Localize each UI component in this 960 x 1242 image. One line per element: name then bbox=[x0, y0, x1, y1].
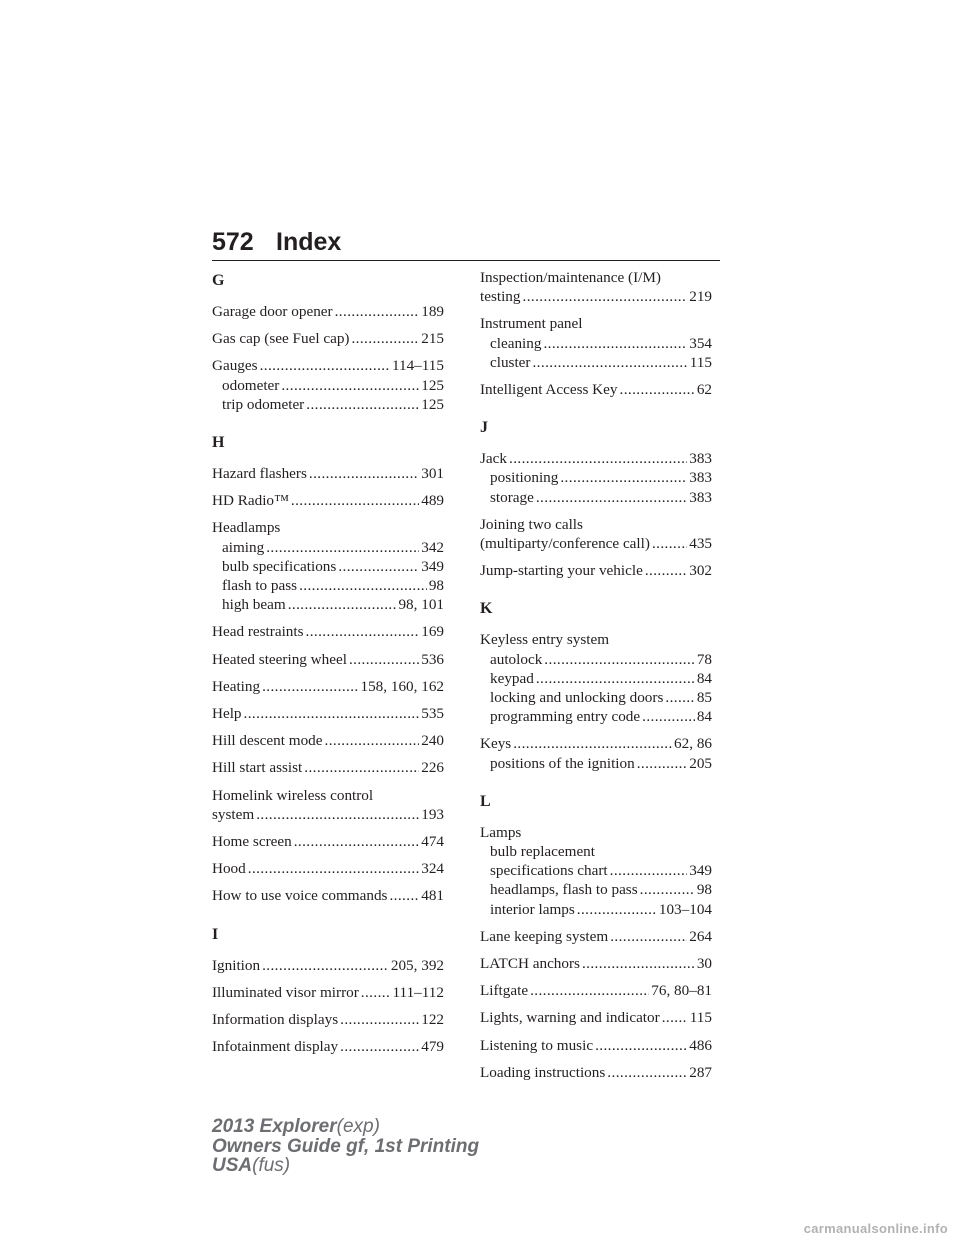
dot-leader bbox=[607, 1063, 687, 1082]
entry-text: Liftgate bbox=[480, 982, 529, 1000]
index-section bbox=[480, 789, 712, 1082]
index-term-line bbox=[212, 758, 444, 777]
dot-leader bbox=[620, 380, 695, 399]
index-entry bbox=[480, 823, 712, 919]
entry-text: Keyless entry system bbox=[480, 631, 610, 649]
page-reference: 349 bbox=[689, 862, 712, 880]
page-reference: 215 bbox=[421, 330, 444, 348]
page-reference: 435 bbox=[689, 535, 712, 553]
index-term-line bbox=[480, 561, 712, 580]
page-reference: 486 bbox=[689, 1036, 712, 1054]
page-reference: 169 bbox=[421, 623, 444, 641]
index-entry bbox=[480, 927, 712, 946]
page-reference: 535 bbox=[421, 705, 444, 723]
index-term-line bbox=[212, 859, 444, 878]
entry-text: (multiparty/conference call) bbox=[480, 535, 650, 553]
index-entry bbox=[480, 981, 712, 1000]
dot-leader bbox=[299, 576, 427, 595]
entry-text: system bbox=[212, 805, 255, 823]
entry-text: Loading instructions bbox=[480, 1063, 606, 1081]
index-subentry bbox=[480, 488, 712, 507]
dot-leader bbox=[262, 956, 389, 975]
dot-leader bbox=[244, 704, 420, 723]
entry-text: headlamps, flash to pass bbox=[490, 881, 638, 899]
entry-text: storage bbox=[490, 488, 534, 506]
dot-leader bbox=[637, 754, 688, 773]
index-entry bbox=[212, 983, 444, 1002]
index-term-line bbox=[212, 731, 444, 750]
entry-text: cleaning bbox=[490, 334, 542, 352]
index-entry bbox=[480, 314, 712, 372]
page-reference: 125 bbox=[421, 395, 444, 413]
page-reference: 84 bbox=[696, 708, 712, 726]
entry-text: Head restraints bbox=[212, 623, 304, 641]
dot-leader bbox=[291, 491, 419, 510]
page-reference: 111–112 bbox=[392, 983, 444, 1001]
page-reference: 536 bbox=[421, 650, 444, 668]
page-reference: 98, 101 bbox=[398, 596, 444, 614]
index-term-line bbox=[212, 983, 444, 1002]
page-reference: 30 bbox=[696, 955, 712, 973]
dot-leader bbox=[665, 688, 694, 707]
page-reference: 189 bbox=[421, 303, 444, 320]
entry-text: Homelink wireless control bbox=[212, 786, 374, 804]
entry-text: locking and unlocking doors bbox=[490, 689, 664, 707]
dot-leader bbox=[645, 561, 687, 580]
index-term-line bbox=[480, 268, 712, 287]
index-subentry bbox=[480, 707, 712, 726]
entry-text: Gas cap (see Fuel cap) bbox=[212, 330, 350, 348]
index-term-line bbox=[212, 786, 444, 805]
dot-leader bbox=[509, 449, 687, 468]
dot-leader bbox=[262, 677, 358, 696]
page-reference: 383 bbox=[689, 488, 712, 506]
entry-text: keypad bbox=[490, 669, 534, 687]
entry-text: Jump-starting your vehicle bbox=[480, 562, 643, 580]
entry-text: specifications chart bbox=[490, 862, 608, 880]
page-reference: 193 bbox=[421, 805, 444, 823]
page-reference: 349 bbox=[421, 557, 444, 575]
dot-leader bbox=[288, 595, 397, 614]
entry-text: Headlamps bbox=[212, 519, 281, 537]
page-reference: 84 bbox=[696, 669, 712, 687]
dot-leader bbox=[640, 880, 695, 899]
index-subentry bbox=[480, 900, 712, 919]
page-reference: 205, 392 bbox=[390, 956, 444, 974]
entry-text: Home screen bbox=[212, 833, 292, 851]
index-entry bbox=[212, 302, 444, 321]
entry-text: Keys bbox=[480, 735, 512, 753]
index-subentry bbox=[480, 880, 712, 899]
entry-text: positioning bbox=[490, 469, 559, 487]
page-reference: 122 bbox=[421, 1011, 444, 1029]
entry-text: odometer bbox=[222, 376, 280, 394]
section-letter: G bbox=[212, 272, 225, 289]
index-term-line bbox=[480, 927, 712, 946]
index-entry bbox=[480, 268, 712, 306]
entry-text: Instrument panel bbox=[480, 315, 583, 333]
dot-leader bbox=[260, 356, 390, 375]
index-subentry bbox=[212, 576, 444, 595]
index-term-line bbox=[212, 1010, 444, 1029]
entry-text: LATCH anchors bbox=[480, 955, 580, 973]
header-rule bbox=[212, 260, 720, 261]
index-subentry bbox=[480, 842, 712, 861]
index-term-line bbox=[480, 380, 712, 399]
entry-text: flash to pass bbox=[222, 577, 298, 595]
dot-leader bbox=[281, 376, 419, 395]
page-reference: 481 bbox=[421, 887, 444, 905]
index-entry bbox=[212, 956, 444, 975]
index-term-line bbox=[480, 1008, 712, 1027]
dot-leader bbox=[309, 464, 419, 483]
entry-text: Jack bbox=[480, 450, 507, 468]
entry-text: Lights, warning and indicator bbox=[480, 1009, 660, 1027]
entry-text: positions of the ignition bbox=[490, 754, 635, 772]
index-entry bbox=[212, 886, 444, 905]
index-subentry bbox=[480, 688, 712, 707]
page-header bbox=[212, 228, 341, 257]
index-entry bbox=[480, 630, 712, 726]
entry-text: Intelligent Access Key bbox=[480, 381, 618, 399]
page-title: Index bbox=[276, 228, 342, 256]
index-section bbox=[480, 415, 712, 580]
index-term-line bbox=[212, 704, 444, 723]
dot-leader bbox=[544, 650, 695, 669]
entry-text: Information displays bbox=[212, 1011, 339, 1029]
page-reference: 324 bbox=[421, 860, 444, 878]
index-term-line bbox=[212, 677, 444, 696]
index-term-line bbox=[480, 823, 712, 842]
dot-leader bbox=[560, 468, 687, 487]
dot-leader bbox=[523, 287, 688, 306]
dot-leader bbox=[532, 353, 687, 372]
index-term-line bbox=[212, 956, 444, 975]
entry-text: Infotainment display bbox=[212, 1038, 339, 1056]
index-subentry bbox=[212, 595, 444, 614]
index-entry bbox=[480, 954, 712, 973]
index-section bbox=[212, 922, 444, 1057]
index-term-line bbox=[212, 491, 444, 510]
page-reference: 383 bbox=[689, 469, 712, 487]
index-entry bbox=[212, 786, 444, 824]
section-letter: I bbox=[212, 925, 219, 943]
page-reference: 76, 80–81 bbox=[651, 982, 712, 1000]
page-reference: 98 bbox=[696, 881, 712, 899]
index-term-line bbox=[212, 886, 444, 905]
entry-text: Hood bbox=[212, 860, 246, 878]
index-subentry bbox=[212, 395, 444, 414]
index-entry bbox=[480, 561, 712, 580]
page-reference: 219 bbox=[689, 288, 712, 306]
dot-leader bbox=[340, 1037, 419, 1056]
entry-text: Ignition bbox=[212, 956, 261, 974]
page-reference: 78 bbox=[696, 650, 712, 668]
index-entry bbox=[212, 464, 444, 483]
footer-line-2: Owners Guide gf, 1st Printing bbox=[212, 1135, 480, 1157]
index-term-line bbox=[480, 954, 712, 973]
footer-line-3: USA(fus) bbox=[212, 1155, 291, 1176]
dot-leader bbox=[662, 1008, 688, 1027]
entry-text: Listening to music bbox=[480, 1036, 594, 1054]
index-term-line bbox=[212, 302, 444, 321]
index-entry bbox=[212, 356, 444, 414]
index-entry bbox=[212, 518, 444, 614]
page-reference: 114–115 bbox=[391, 357, 444, 375]
index-entry bbox=[480, 1063, 712, 1082]
page-reference: 354 bbox=[689, 334, 712, 352]
index-subentry bbox=[212, 538, 444, 557]
dot-leader bbox=[582, 954, 695, 973]
entry-text: Inspection/maintenance (I/M) bbox=[480, 269, 661, 286]
entry-text: interior lamps bbox=[490, 900, 575, 918]
watermark: carmanualsonline.info bbox=[803, 1221, 948, 1236]
entry-text: Heating bbox=[212, 677, 261, 695]
entry-text: Hill descent mode bbox=[212, 732, 323, 750]
page-reference: 85 bbox=[696, 689, 712, 707]
index-subentry bbox=[212, 557, 444, 576]
index-subentry bbox=[480, 669, 712, 688]
index-term-line bbox=[480, 534, 712, 553]
index-subentry bbox=[480, 468, 712, 487]
dot-leader bbox=[338, 557, 419, 576]
footer-line-1: 2013 Explorer(exp) bbox=[212, 1116, 380, 1137]
entry-text: autolock bbox=[490, 650, 543, 668]
dot-leader bbox=[335, 302, 420, 321]
index-term-line bbox=[212, 518, 444, 537]
index-entry bbox=[212, 731, 444, 750]
dot-leader bbox=[642, 707, 695, 726]
page-reference: 62, 86 bbox=[674, 735, 712, 753]
page-reference: 103–104 bbox=[658, 900, 712, 918]
index-column-right bbox=[480, 268, 712, 1090]
index-term-line bbox=[212, 464, 444, 483]
section-letter: J bbox=[480, 419, 488, 437]
entry-text: Lamps bbox=[480, 823, 522, 841]
index-entry bbox=[480, 449, 712, 507]
entry-text: trip odometer bbox=[222, 395, 305, 413]
dot-leader bbox=[543, 334, 687, 353]
index-section bbox=[212, 430, 444, 906]
entry-text: Garage door opener bbox=[212, 303, 333, 320]
index-term-line bbox=[480, 981, 712, 1000]
section-letter: H bbox=[212, 434, 225, 452]
index-subentry bbox=[480, 650, 712, 669]
entry-text: bulb replacement bbox=[490, 843, 595, 861]
section-letter: L bbox=[480, 792, 491, 810]
index-subentry bbox=[480, 334, 712, 353]
dot-leader bbox=[306, 395, 419, 414]
page-number: 572 bbox=[212, 228, 254, 256]
dot-leader bbox=[610, 861, 688, 880]
index-entry bbox=[212, 622, 444, 641]
index-section bbox=[480, 596, 712, 772]
index-subentry bbox=[480, 861, 712, 880]
index-subentry bbox=[212, 376, 444, 395]
entry-text: programming entry code bbox=[490, 708, 641, 726]
entry-text: cluster bbox=[490, 353, 531, 371]
index-entry bbox=[212, 859, 444, 878]
dot-leader bbox=[304, 758, 419, 777]
dot-leader bbox=[530, 981, 649, 1000]
page-reference: 287 bbox=[689, 1063, 712, 1081]
index-term-line bbox=[480, 734, 712, 753]
dot-leader bbox=[577, 900, 657, 919]
page-reference: 62 bbox=[696, 381, 712, 399]
dot-leader bbox=[306, 622, 420, 641]
index-column-left bbox=[212, 268, 444, 1064]
dot-leader bbox=[536, 669, 695, 688]
index-term-line bbox=[212, 1037, 444, 1056]
dot-leader bbox=[513, 734, 672, 753]
index-entry bbox=[212, 758, 444, 777]
dot-leader bbox=[536, 488, 687, 507]
entry-text: aiming bbox=[222, 538, 265, 556]
page-reference: 489 bbox=[421, 492, 444, 510]
entry-text: Illuminated visor mirror bbox=[212, 983, 359, 1001]
index-entry bbox=[212, 677, 444, 696]
page-reference: 115 bbox=[689, 353, 712, 371]
dot-leader bbox=[595, 1036, 687, 1055]
page-reference: 383 bbox=[689, 450, 712, 468]
entry-text: HD Radio™ bbox=[212, 492, 289, 510]
entry-text: testing bbox=[480, 288, 521, 306]
entry-text: high beam bbox=[222, 596, 286, 614]
entry-text: bulb specifications bbox=[222, 557, 337, 575]
dot-leader bbox=[294, 832, 420, 851]
entry-text: Gauges bbox=[212, 357, 258, 375]
index-term-line bbox=[212, 650, 444, 669]
dot-leader bbox=[256, 805, 419, 824]
dot-leader bbox=[361, 983, 391, 1002]
entry-text: How to use voice commands bbox=[212, 887, 388, 905]
index-term-line bbox=[480, 515, 712, 534]
page-reference: 301 bbox=[421, 465, 444, 483]
dot-leader bbox=[349, 650, 419, 669]
dot-leader bbox=[351, 329, 419, 348]
index-entry bbox=[480, 380, 712, 399]
dot-leader bbox=[652, 534, 687, 553]
index-section bbox=[480, 268, 712, 399]
page-reference: 264 bbox=[689, 927, 712, 945]
page-reference: 115 bbox=[689, 1009, 712, 1027]
dot-leader bbox=[325, 731, 420, 750]
index-entry bbox=[212, 329, 444, 348]
index-entry bbox=[480, 1036, 712, 1055]
entry-text: Hill start assist bbox=[212, 759, 303, 777]
index-entry bbox=[212, 491, 444, 510]
dot-leader bbox=[266, 538, 419, 557]
index-term-line bbox=[480, 449, 712, 468]
index-entry bbox=[480, 734, 712, 772]
index-term-line bbox=[480, 1036, 712, 1055]
page-reference: 240 bbox=[421, 732, 444, 750]
index-term-line bbox=[480, 287, 712, 306]
footer bbox=[212, 1117, 479, 1176]
page-reference: 474 bbox=[421, 833, 444, 851]
entry-text: Hazard flashers bbox=[212, 465, 307, 483]
index-term-line bbox=[212, 622, 444, 641]
page-reference: 302 bbox=[689, 562, 712, 580]
index-term-line bbox=[480, 630, 712, 649]
index-entry bbox=[480, 1008, 712, 1027]
index-term-line bbox=[480, 1063, 712, 1082]
index-entry bbox=[212, 1037, 444, 1056]
page-reference: 479 bbox=[421, 1038, 444, 1056]
index-term-line bbox=[212, 832, 444, 851]
entry-text: Joining two calls bbox=[480, 515, 583, 533]
page-reference: 98 bbox=[428, 577, 444, 595]
index-entry bbox=[480, 515, 712, 553]
page-reference: 342 bbox=[421, 538, 444, 556]
entry-text: Help bbox=[212, 705, 242, 723]
entry-text: Heated steering wheel bbox=[212, 650, 347, 668]
index-entry bbox=[212, 704, 444, 723]
index-subentry bbox=[480, 754, 712, 773]
index-entry bbox=[212, 1010, 444, 1029]
dot-leader bbox=[248, 859, 419, 878]
page-reference: 205 bbox=[689, 754, 712, 772]
index-section bbox=[212, 268, 444, 414]
index-entry bbox=[212, 832, 444, 851]
page-reference: 125 bbox=[421, 376, 444, 394]
section-letter: K bbox=[480, 600, 493, 618]
index-subentry bbox=[480, 353, 712, 372]
index-term-line bbox=[212, 329, 444, 348]
dot-leader bbox=[340, 1010, 419, 1029]
page-reference: 226 bbox=[421, 759, 444, 777]
dot-leader bbox=[389, 886, 419, 905]
index-entry bbox=[212, 650, 444, 669]
index-term-line bbox=[480, 314, 712, 333]
index-term-line bbox=[212, 356, 444, 375]
index-term-line bbox=[212, 805, 444, 824]
page-reference: 158, 160, 162 bbox=[360, 677, 444, 695]
dot-leader bbox=[610, 927, 687, 946]
entry-text: Lane keeping system bbox=[480, 927, 609, 945]
